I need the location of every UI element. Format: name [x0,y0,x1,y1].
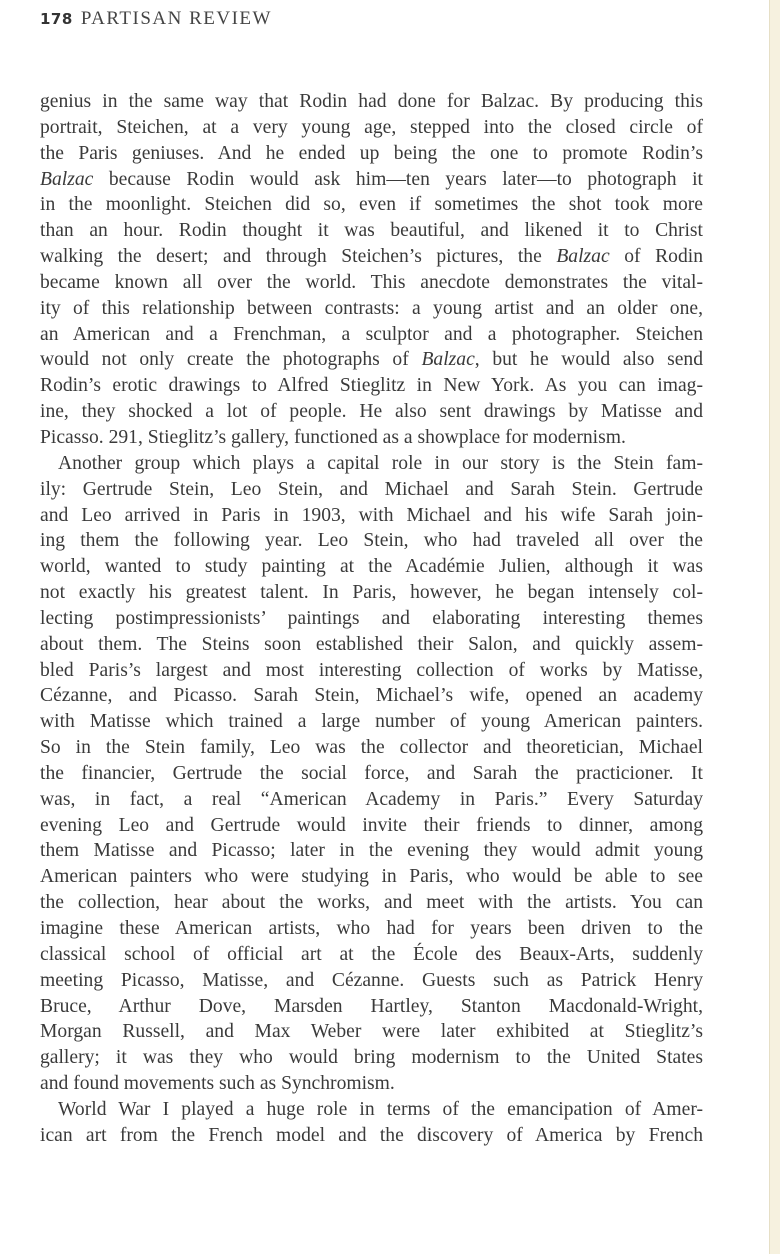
text-run: would not only create the photographs of [40,349,422,371]
text-line [40,813,703,839]
text-run: them Matisse and Picasso; later in the evening they would admit young [40,840,703,862]
text-line [40,399,703,425]
text-run: lecting postimpressionists’ paintings and elaborating interesting themes [40,607,703,629]
text-run: , but he would also send [474,349,704,371]
text-run: was, in fact, a real “American Academy in Paris.” Every Saturday [40,788,703,810]
text-run: ing them the following year. Leo Stein, who had traveled all over the [40,530,703,552]
text-line [40,890,703,916]
text-line [40,425,703,451]
text-line [40,244,703,270]
text-line [40,451,703,477]
text-run: the Paris geniuses. And he ended up being the one to promote Rodin’s [40,142,703,164]
text-line [40,632,703,658]
text-run: gallery; it was they who would bring modernism to the United States [40,1047,703,1069]
text-line [40,683,703,709]
text-run: American painters who were studying in Paris, who would be able to see [40,866,703,888]
text-run: bled Paris’s largest and most interesting collection of works by Matisse, [40,659,703,681]
text-run: an American and a Frenchman, a sculptor and a photographer. Steichen [40,323,703,345]
text-run: Another group which plays a capital role in our story is the Stein fam- [58,452,703,474]
text-run: about them. The Steins soon established their Salon, and quickly assem- [40,633,703,655]
text-line [40,1123,703,1149]
text-line [40,141,703,167]
text-run: and Leo arrived in Paris in 1903, with Michael and his wife Sarah join- [40,504,703,526]
text-run: of Rodin [609,246,703,268]
text-run: Picasso. 291, Stieglitz’s gallery, functioned as a showplace for modernism. [40,426,626,448]
text-run: ily: Gertrude Stein, Leo Stein, and Michael and Sarah Stein. Gertrude [40,478,703,500]
text-line [40,787,703,813]
running-header [40,8,272,30]
text-run: world, wanted to study painting at the Académie Julien, although it was [40,556,703,578]
text-run: World War I played a huge role in terms of the emancipation of Amer- [58,1098,703,1120]
text-run: Morgan Russell, and Max Weber were later exhibited at Stieglitz’s [40,1021,703,1043]
text-line [40,115,703,141]
text-line [40,580,703,606]
text-line [40,554,703,580]
journal-title: PARTISAN REVIEW [80,8,272,29]
text-line [40,606,703,632]
text-run: imagine these American artists, who had for years been driven to the [40,918,703,939]
text-line [40,373,703,399]
body-text [40,89,703,1149]
italic-title: Balzac [421,349,475,371]
text-run: with Matisse which trained a large number of young American painters. [40,711,703,733]
text-line [40,942,703,968]
text-line [40,296,703,322]
text-line [40,735,703,761]
text-line [40,192,703,218]
text-line [40,994,703,1020]
text-line [40,1045,703,1071]
text-run: walking the desert; and through Steichen’s pictures, the [40,246,557,268]
text-line [40,761,703,787]
page-number: 178 [40,10,73,28]
text-run: meeting Picasso, Matisse, and Cézanne. Guests such as Patrick Henry [40,969,703,991]
text-run: portrait, Steichen, at a very young age, stepped into the closed circle of [40,116,703,138]
italic-title: Balzac [556,246,610,268]
text-run: Cézanne, and Picasso. Sarah Stein, Michael’s wife, opened an academy [40,685,703,707]
text-run: not exactly his greatest talent. In Paris, however, he began intensely col- [40,582,703,604]
text-line [40,864,703,890]
text-run: than an hour. Rodin thought it was beautiful, and likened it to Christ [40,220,703,242]
text-run: classical school of official art at the École des Beaux-Arts, suddenly [40,943,703,965]
paragraph [40,1097,703,1149]
text-line [40,916,703,942]
text-line [40,1019,703,1045]
text-run: Rodin’s erotic drawings to Alfred Stieglitz in New York. As you can imag- [40,375,703,397]
text-run: because Rodin would ask him—ten years later—to photograph it [93,168,703,190]
text-run: evening Leo and Gertrude would invite their friends to dinner, among [40,814,703,836]
text-run: became known all over the world. This anecdote demonstrates the vital- [40,271,703,293]
page-edge [769,0,780,1254]
text-run: and found movements such as Synchromism. [40,1073,395,1095]
text-run: ine, they shocked a lot of people. He also sent drawings by Matisse and [40,401,703,423]
text-line [40,347,703,373]
text-line [40,477,703,503]
text-line [40,968,703,994]
text-run: the collection, hear about the works, and meet with the artists. You can [40,892,703,914]
text-line [40,89,703,115]
text-line [40,709,703,735]
text-line [40,1071,703,1097]
text-run: in the moonlight. Steichen did so, even if sometimes the shot took more [40,194,703,216]
text-run: ican art from the French model and the discovery of America by French [40,1124,703,1146]
text-line [40,658,703,684]
text-run: ity of this relationship between contrasts: a young artist and an older one, [40,297,703,319]
text-run: Bruce, Arthur Dove, Marsden Hartley, Stanton Macdonald-Wright, [40,995,703,1017]
text-line [40,167,703,193]
text-line [40,838,703,864]
text-run: the financier, Gertrude the social force, and Sarah the practicioner. It [40,762,703,784]
text-run: So in the Stein family, Leo was the collector and theoretician, Michael [40,737,703,759]
italic-title: Balzac [40,168,94,190]
text-run: genius in the same way that Rodin had done for Balzac. By producing this [40,91,703,112]
paragraph [40,89,703,451]
text-line [40,503,703,529]
text-line [40,528,703,554]
text-line [40,322,703,348]
paragraph [40,451,703,1097]
text-line [40,218,703,244]
text-line [40,1097,703,1123]
text-line [40,270,703,296]
